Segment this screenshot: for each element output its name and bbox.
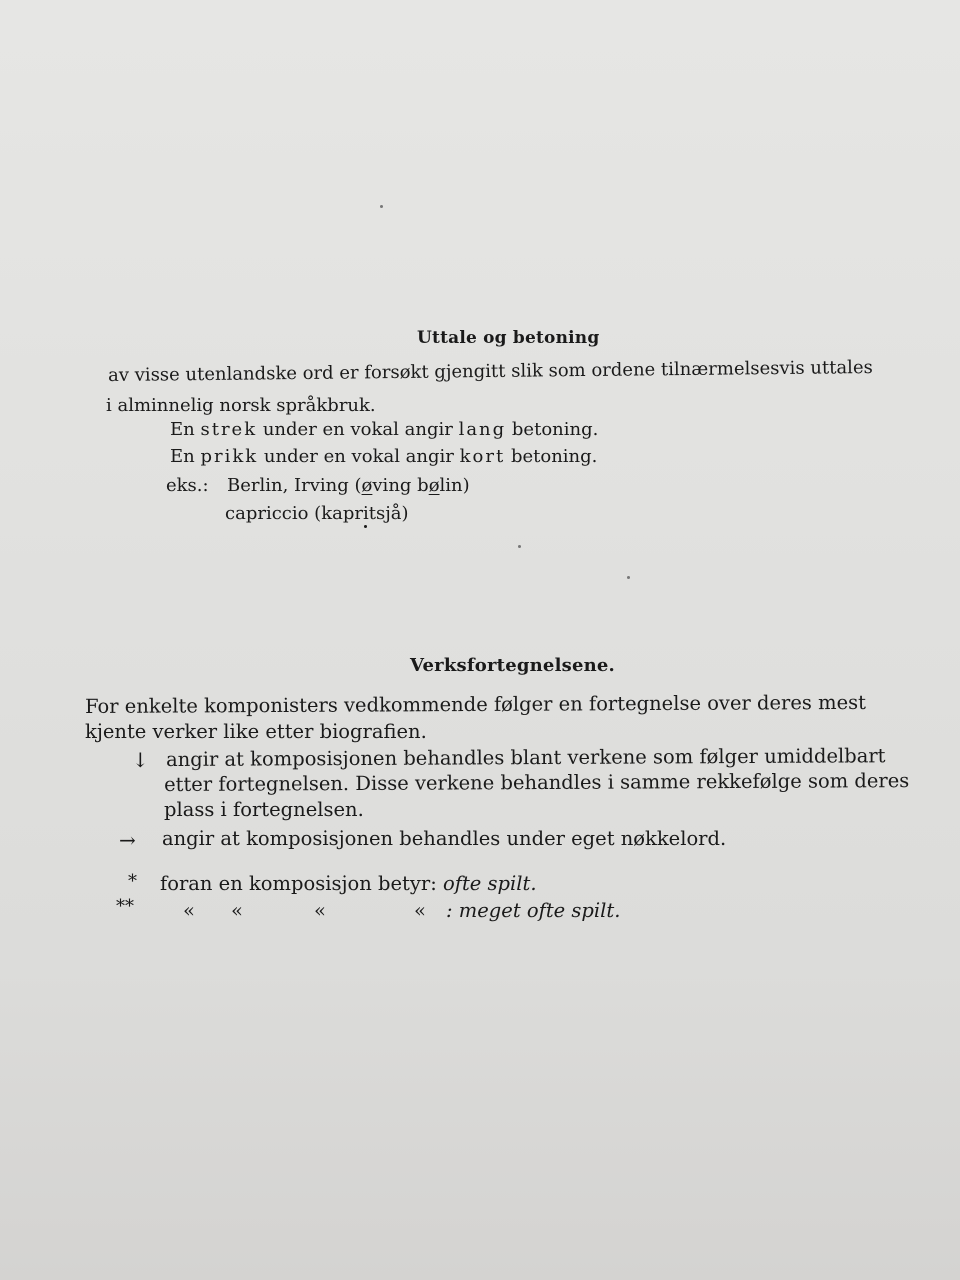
eks2-vowel: i — [362, 503, 369, 524]
prikk-line — [170, 448, 597, 466]
para-line-2: kjente verker like etter biografien. — [85, 720, 427, 743]
down-line-3: plass i fortegnelsen. — [164, 798, 364, 821]
double-star: ** — [116, 896, 134, 917]
intro-line-2: i alminnelig norsk språkbruk. — [106, 395, 376, 416]
paper-speck — [380, 205, 383, 208]
star1-line — [160, 874, 537, 894]
section-title-uttale: Uttale og betoning — [417, 328, 600, 348]
ditto-mark-1: « — [183, 899, 195, 922]
eks1-vowel-2: ø — [428, 475, 440, 496]
strek-mid: under en vokal angir — [262, 419, 453, 440]
prikk-mid: under en vokal angir — [263, 446, 454, 467]
paper-speck — [518, 545, 521, 548]
eks1-end: lin) — [439, 475, 470, 496]
right-arrow-icon: → — [119, 828, 136, 852]
eks-label: eks.: — [166, 475, 209, 496]
prikk-spaced: kort — [459, 446, 506, 467]
star2-italic: : meget ofte spilt. — [446, 899, 621, 922]
ditto-mark-3: « — [314, 899, 326, 922]
eks-example-1 — [227, 477, 470, 495]
eks2-end: tsjå) — [368, 503, 409, 524]
strek-line — [170, 421, 598, 439]
down-line-2: etter fortegnelsen. Disse verkene behandles i samme rekkefølge som deres — [163, 769, 910, 796]
prikk-prefix: En — [170, 446, 195, 467]
single-star: * — [128, 871, 137, 892]
eks1-mid: ving b — [372, 475, 429, 496]
eks1-main: Berlin, Irving ( — [227, 475, 362, 496]
star1-italic: ofte spilt. — [443, 872, 537, 895]
eks1-vowel-1: ø — [361, 475, 373, 496]
star1-text: foran en komposisjon betyr: — [160, 872, 437, 895]
section-title-verks: Verksfortegnelsene. — [410, 655, 616, 676]
ditto-mark-2: « — [231, 899, 243, 922]
strek-prefix: En — [170, 419, 195, 440]
right-line: angir at komposisjonen behandles under eget nøkkelord. — [162, 827, 727, 850]
intro-line-1: av visse utenlandske ord er forsøkt gjengitt slik som ordene tilnærmelsesvis uttales — [107, 356, 873, 386]
strek-suffix: betoning. — [511, 419, 599, 440]
ditto-mark-4: « — [414, 899, 426, 922]
eks-example-2 — [225, 505, 409, 523]
prikk-suffix: betoning. — [510, 446, 598, 467]
down-line-1: angir at komposisjonen behandles blant verkene som følger umiddelbart — [165, 744, 886, 771]
para-line-1: For enkelte komponisters vedkommende følger en fortegnelse over deres mest — [84, 690, 867, 718]
down-arrow-icon: ↓ — [132, 748, 149, 772]
prikk-word: prikk — [200, 446, 259, 467]
paper-speck — [627, 576, 630, 579]
eks2-start: capriccio (kapr — [225, 503, 363, 524]
strek-spaced: lang — [458, 419, 507, 440]
strek-word: strek — [200, 419, 258, 440]
